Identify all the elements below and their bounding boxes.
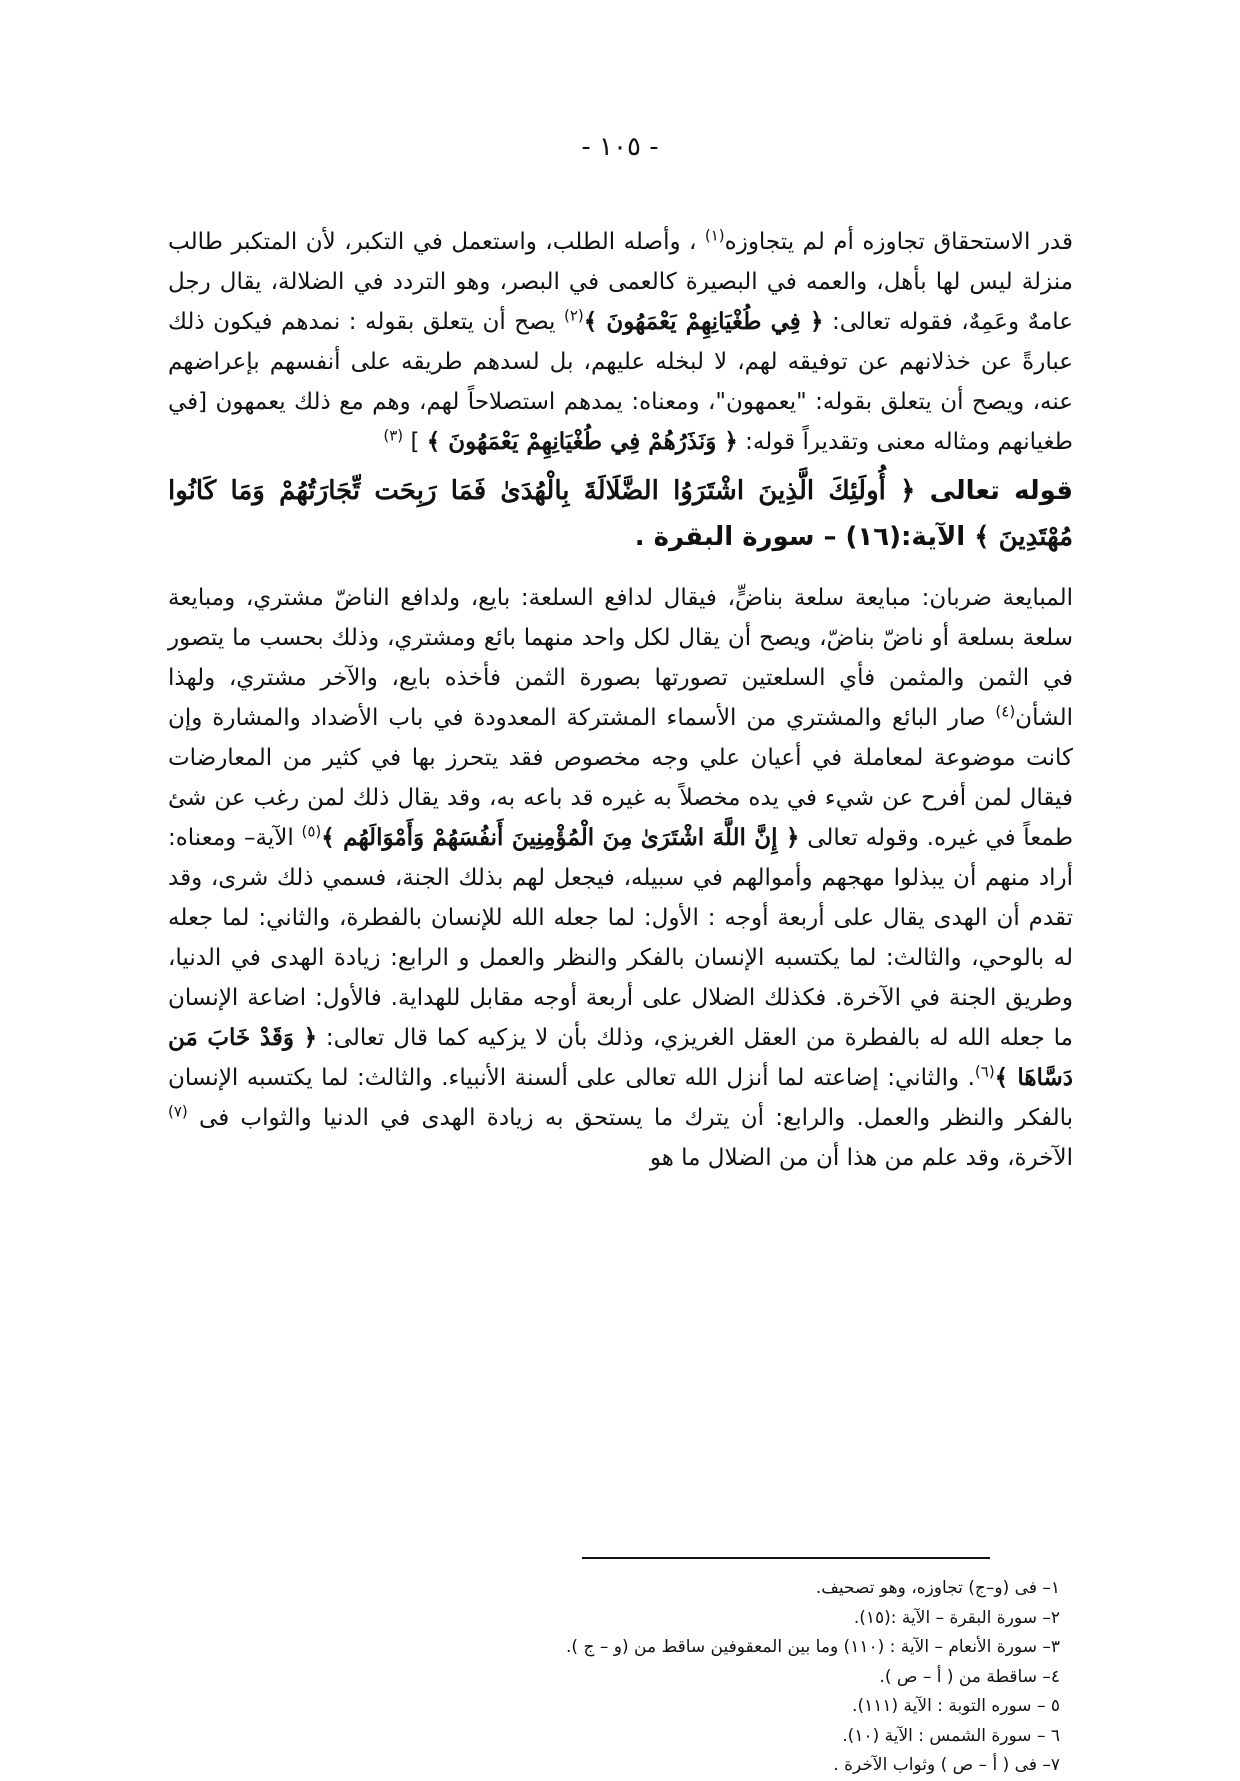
- footnote-ref-5: (٥): [301, 822, 322, 841]
- paragraph-text: يصح أن يتعلق بقوله : نمدهم فيكون ذلك عبارةً عن خذلانهم عن توفيقه لهم، لا لبخله عليهم، بل لسدهم طريقه على أنفسهم بإعراضهم عنه، ويصح أن يتعلق بقوله: "يعمهون"، ومعناه: يمدهم استصلاحاً لهم، وهم مع ذلك يعمهون [في طغيانهم ومثاله معنى وتقديراً قوله:: [168, 309, 1073, 455]
- paragraph-text: الآخرة، وقد علم من هذا أن من الضلال ما هو: [649, 1145, 1073, 1171]
- footnote-6: ٦ – سورة الشمس : الآية (١٠).: [842, 1725, 1060, 1746]
- quran-verse: ﴿ وَقَدْ خَابَ مَن دَسَّاهَا ﴾: [168, 1024, 1073, 1091]
- footnote-ref-4: (٤): [995, 702, 1016, 721]
- footnote-ref-1: (١): [704, 226, 725, 245]
- footnote-ref-2: (٢): [563, 306, 584, 325]
- quran-verse: ﴿ وَنَذَرُهُمْ فِي طُغْيَانِهِمْ يَعْمَهُونَ ﴾: [426, 428, 738, 455]
- paragraph-text: ]: [403, 429, 427, 455]
- paragraph-text: قدر الاستحقاق تجاوزه أم لم يتجاوزه: [724, 229, 1073, 255]
- paragraph-text: المبايعة ضربان: مبايعة سلعة بناضٍّ، فيقال لدافع السلعة: بايع، ولدافع الناضّ مشتري، ومبايعة سلعة بسلعة أو ناضّ بناضّ، ويصح أن يقال لكل واحد منهما بائع ومشتري، وذلك بحسب ما يتصور في الثمن والمثمن فأي السلعتين تصورتها بصورة الثمن فأخذه بايع، والآخر مشتري، ولهذا الشأن: [168, 585, 1073, 731]
- paragraph-text: ، وأصله الطلب، واستعمل في التكبر، لأن المتكبر طالب منزلة ليس لها بأهل، والعمه في البصيرة كالعمى في البصر، وهو التردد في الضلالة، يقال رجل عامهٌ وعَمِهٌ، فقوله تعالى:: [168, 229, 1074, 335]
- paragraph-2: [168, 578, 1073, 1178]
- footnote-separator: [582, 1557, 990, 1559]
- footnote-1: ١– فى (و–ج) تجاوزه، وهو تصحيف.: [815, 1578, 1060, 1598]
- footnote-5: ٥ – سوره التوبة : الآية (١١١).: [852, 1696, 1060, 1716]
- footnote-ref-6: (٦): [974, 1062, 995, 1081]
- quran-verse: ﴿ فِي طُغْيَانِهِمْ يَعْمَهُونَ ﴾: [583, 308, 824, 335]
- paragraph-text: . والثاني: إضاعته لما أنزل الله تعالى على ألسنة الأنبياء. والثالث: لما يكتسبه الإنسان بالفكر والنظر والعمل. والرابع: أن يترك ما يستحق به زيادة الهدى في الدنيا والثواب فى: [168, 1065, 1073, 1131]
- heading-verse: ﴿ أُولَئِكَ الَّذِينَ اشْتَرَوُا الضَّلَالَةَ بِالْهُدَىٰ فَمَا رَبِحَت تِّجَارَتُهُمْ وَمَا كَانُوا مُهْتَدِينَ ﴾: [168, 476, 1073, 552]
- paragraph-text: الآية– ومعناه: أراد منهم أن يبذلوا مهجهم وأموالهم في سبيله، فيجعل لهم بذلك الجنة، فسمي ذلك شرى، وقد تقدم أن الهدى يقال على أربعة أوجه : الأول: لما جعله الله للإنسان بالفطرة، والثاني: لما جعله له بالوحي، والثالث: لما يكتسبه الإنسان بالفكر والنظر والعمل و الرابع: زيادة الهدى في الدنيا، وطريق الجنة في الآخرة. فكذلك الضلال على أربعة أوجه مقابل للهداية. فالأول: اضاعة الإنسان ما جعله الله له بالفطرة من العقل الغريزي، وذلك بأن لا يزكيه كما قال تعالى:: [168, 825, 1073, 1051]
- footnote-2: ٢– سورة البقرة – الآية :(١٥).: [853, 1607, 1060, 1628]
- footnote-4: ٤– ساقطة من ( أ – ص ).: [879, 1666, 1060, 1687]
- footnote-ref-7: (٧): [168, 1102, 188, 1121]
- footnotes-list: [500, 1574, 1060, 1781]
- heading-suffix: الآية:(١٦) – سورة البقرة .: [634, 522, 975, 552]
- footnote-ref-3: (٣): [383, 426, 404, 445]
- paragraph-1: [168, 222, 1073, 462]
- footnote-3: ٣– سورة الأنعام – الآية : (١١٠) وما بين المعقوفين ساقط من (و – ج ).: [566, 1637, 1060, 1657]
- footnote-7: ٧– فى ( أ – ص ) وثواب الآخرة .: [833, 1755, 1060, 1775]
- quran-verse: ﴿ إِنَّ اللَّهَ اشْتَرَىٰ مِنَ الْمُؤْمِنِينَ أَنفُسَهُمْ وَأَمْوَالَهُم ﴾: [321, 824, 800, 851]
- page-number: - ١٠٥ -: [581, 132, 659, 162]
- body-text: [168, 222, 1073, 1178]
- heading-prefix: قوله تعالى: [915, 476, 1073, 506]
- paragraph-text: صار البائع والمشتري من الأسماء المشتركة المعدودة في باب الأضداد والمشارة وإن كانت موضوعة لمعاملة في أعيان علي وجه مخصوص فقد يتحرز بها في كثير من المعارضات فيقال لمن أفرح عن شيء في يده مخصلاً به غيره قد باعه به، وقد يقال ذلك لمن رغب عن شئ طمعاً في غيره. وقوله تعالى: [168, 705, 1074, 851]
- section-heading: [168, 468, 1073, 560]
